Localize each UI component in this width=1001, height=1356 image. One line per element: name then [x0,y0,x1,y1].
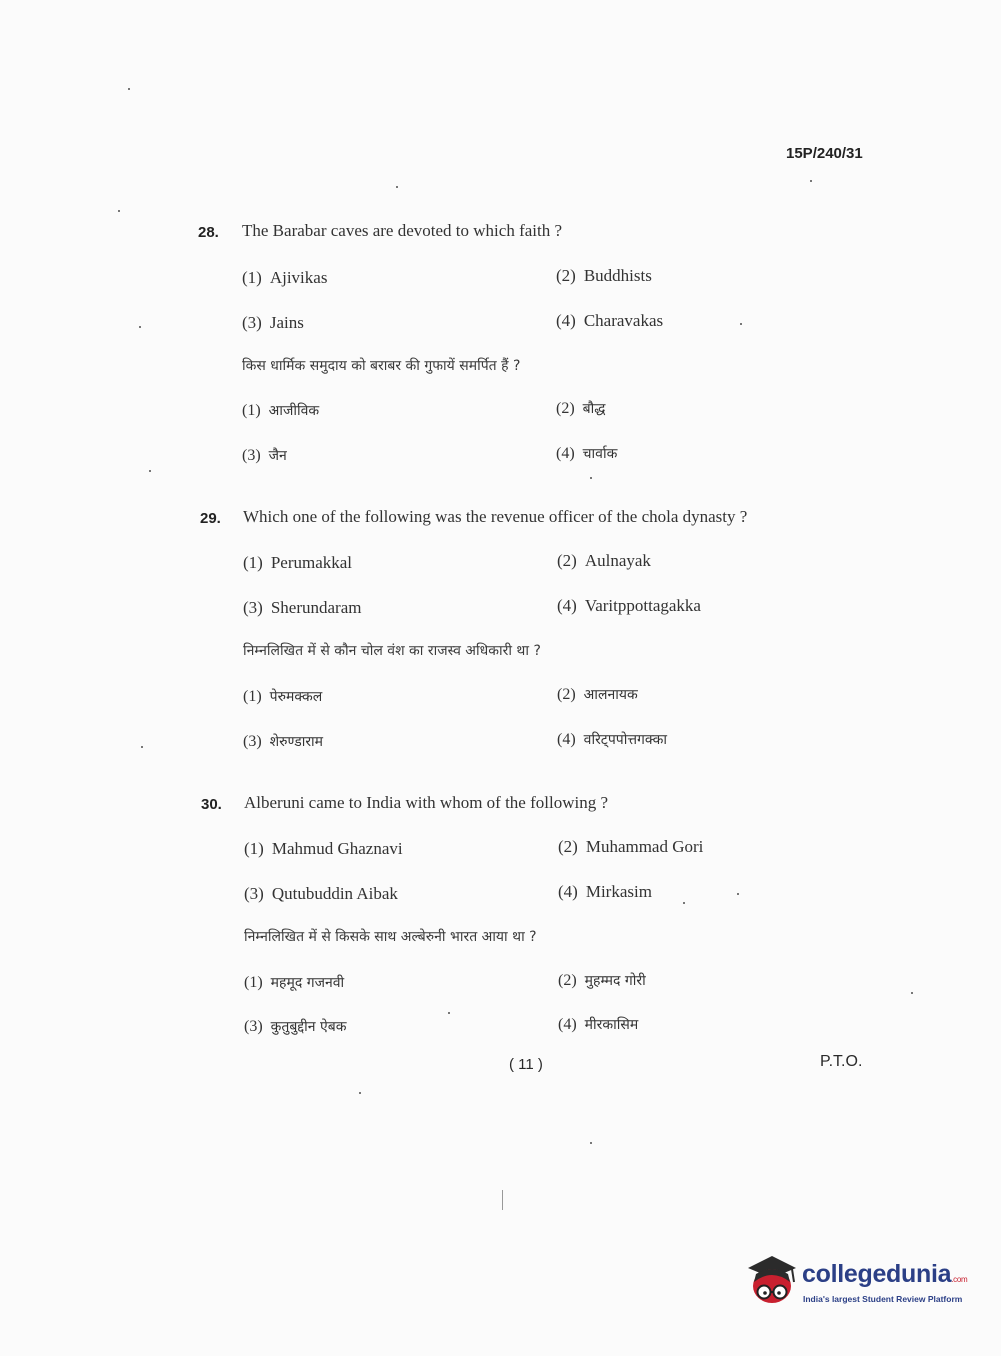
scan-speck [737,893,739,895]
hindi-option-4: (4) वरिट्पपोत्तगक्का [557,731,667,748]
option-2: (2) Buddhists [556,266,652,285]
scan-speck [683,902,685,904]
scan-speck [139,326,141,328]
scan-speck [590,1142,592,1144]
pto-label: P.T.O. [820,1053,863,1070]
option-4: (4) Mirkasim [558,882,652,901]
hindi-option-2: (2) आलनायक [557,686,638,703]
brand-name: collegedunia.com [802,1260,968,1288]
option-4: (4) Varitppottagakka [557,596,701,615]
scan-speck [118,210,120,212]
option-3: (3) Sherundaram [243,598,362,617]
option-2: (2) Muhammad Gori [558,837,704,856]
paper-code: 15P/240/31 [786,145,863,162]
hindi-option-3: (3) जैन [242,447,287,464]
hindi-option-2: (2) मुहम्मद गोरी [558,972,646,989]
scan-speck [911,992,913,994]
scan-speck [128,88,130,90]
scan-speck [141,746,143,748]
hindi-option-3: (3) शेरुण्डाराम [243,733,324,750]
scan-line [502,1190,503,1210]
question-number: 29. [200,510,221,527]
option-1: (1) Ajivikas [242,268,328,287]
question-text-hindi: किस धार्मिक समुदाय को बराबर की गुफायें समर्पित हैं ? [242,358,521,374]
scan-speck [396,186,398,188]
question-text: Alberuni came to India with whom of the following ? [244,793,608,812]
option-1: (1) Mahmud Ghaznavi [244,839,403,858]
scan-speck [448,1012,450,1014]
hindi-option-1: (1) आजीविक [242,402,320,419]
scan-speck [740,323,742,325]
question-number: 28. [198,224,219,241]
question-text: Which one of the following was the revenue officer of the chola dynasty ? [243,507,748,526]
option-1: (1) Perumakkal [243,553,353,572]
hindi-option-3: (3) कुतुबुद्दीन ऐबक [244,1018,347,1035]
option-2: (2) Aulnayak [557,551,651,570]
hindi-option-4: (4) चार्वाक [556,445,618,462]
collegedunia-watermark [742,1250,972,1312]
question-text: The Barabar caves are devoted to which faith ? [242,221,563,240]
question-number: 30. [201,796,222,813]
mascot-logo-icon [742,1252,800,1308]
hindi-option-2: (2) बौद्ध [556,400,606,417]
hindi-option-1: (1) पेरुमक्कल [243,688,323,705]
page-number: ( 11 ) [509,1056,543,1073]
hindi-option-1: (1) महमूद गजनवी [244,974,345,991]
scan-speck [359,1092,361,1094]
question-text-hindi: निम्नलिखित में से किसके साथ अल्बेरुनी भारत आया था ? [244,929,537,945]
brand-tagline: India's largest Student Review Platform [803,1294,963,1304]
option-4: (4) Charavakas [556,311,664,330]
scan-speck [590,477,592,479]
question-text-hindi: निम्नलिखित में से कौन चोल वंश का राजस्व अधिकारी था ? [243,643,541,659]
scan-speck [810,180,812,182]
option-3: (3) Qutubuddin Aibak [244,884,398,903]
scan-speck [149,470,151,472]
hindi-option-4: (4) मीरकासिम [558,1016,639,1033]
option-3: (3) Jains [242,313,304,332]
